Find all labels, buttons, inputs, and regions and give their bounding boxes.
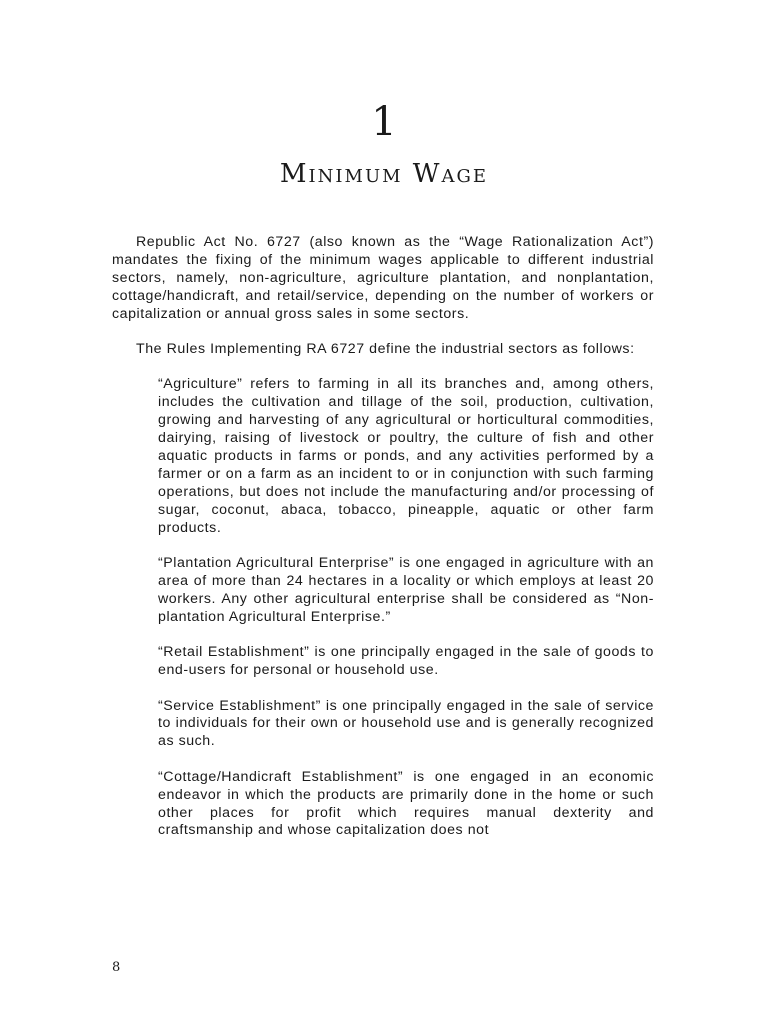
body-text <box>112 234 654 858</box>
chapter-number: 1 <box>371 99 397 145</box>
paragraph-sectors-lead: The Rules Implementing RA 6727 define the industrial sectors as follows: <box>136 341 635 358</box>
definitions-block <box>158 376 654 840</box>
page-number: 8 <box>112 960 121 975</box>
definition-retail: “Retail Establishment” is one principally engaged in the sale of goods to end-users for personal or household use. <box>158 644 654 679</box>
definition-service: “Service Establishment” is one principally engaged in the sale of service to individuals for their own or household use and is generally recognized as such. <box>158 697 654 750</box>
definition-plantation: “Plantation Agricultural Enterprise” is one engaged in agriculture with an area of more than 24 hectares in a locality or which employs at least 20 workers. Any other agricultural enterprise shall be considered as “Non-plantation Agricultural Enterprise.” <box>158 555 654 625</box>
chapter-title: Minimum Wage <box>279 159 489 189</box>
paragraph-intro: Republic Act No. 6727 (also known as the “Wage Rationalization Act”) mandates the fixing of the minimum wages applicable to different industrial sectors, namely, non-agriculture, agriculture plantation, and nonplantation, cottage/handicraft, and retail/service, depending on the number of workers or capitalization or annual gross sales in some sectors. <box>112 234 654 322</box>
definition-cottage: “Cottage/Handicraft Establishment” is one engaged in an economic endeavor in which the products are primarily done in the home or such other places for profit which requires manual dexterity and craftsmanship and whose capitalization does not <box>158 768 654 839</box>
definition-agriculture: “Agriculture” refers to farming in all its branches and, among others, includes the cultivation and tillage of the soil, production, cultivation, growing and harvesting of any agricultural or horticultural commodities, dairying, raising of livestock or poultry, the culture of fish and other aquatic products in farms or ponds, and any activities performed by a farmer or on a farm as an incident to or in conjunction with such farming operations, but does not include the manufacturing and/or processing of sugar, coconut, abaca, tobacco, pineapple, aquatic or other farm products. <box>158 376 654 536</box>
